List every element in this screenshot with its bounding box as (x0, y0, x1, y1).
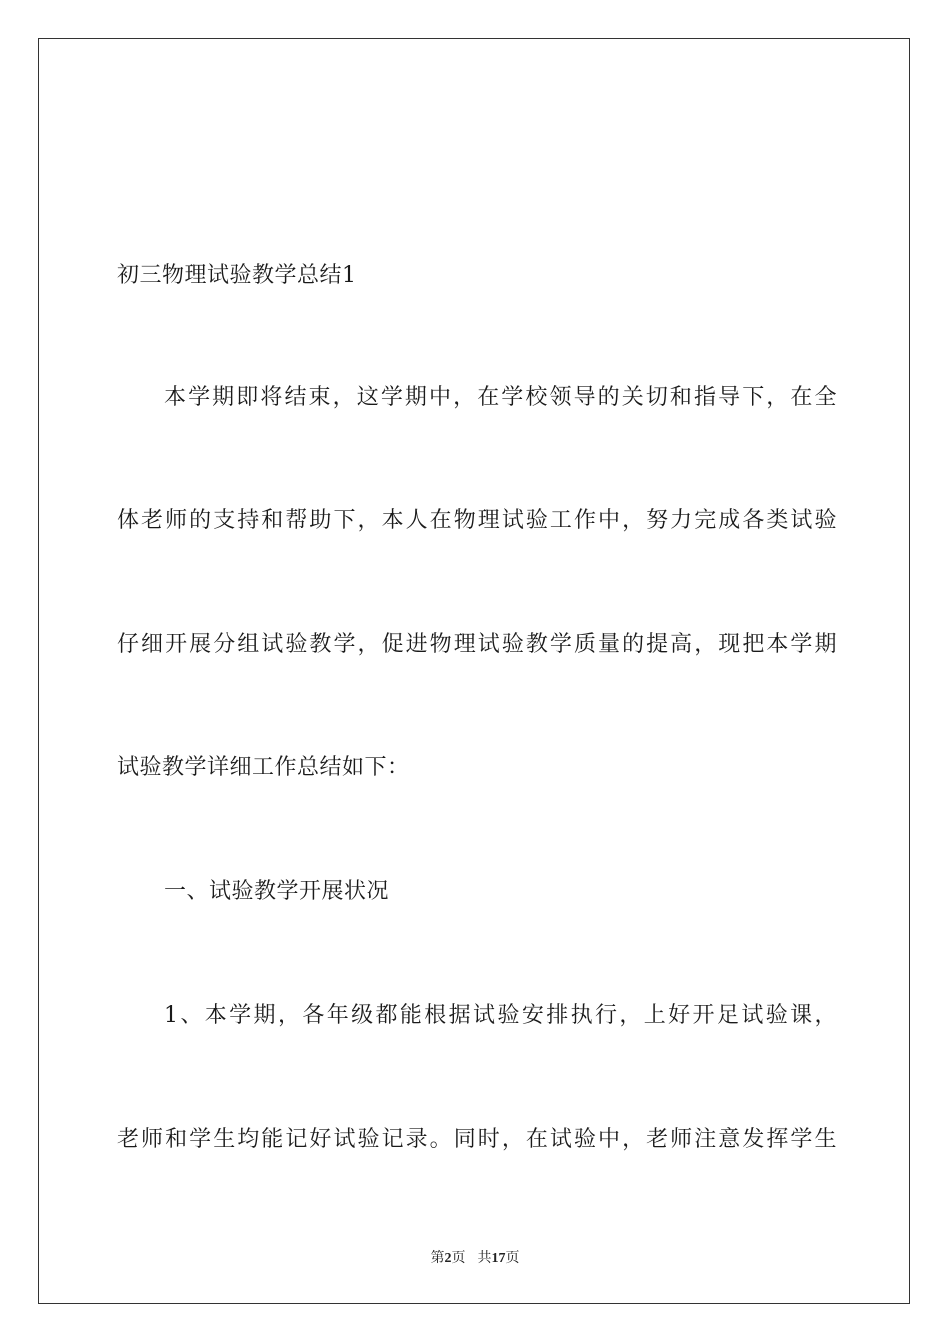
document-title: 初三物理试验教学总结1 (117, 263, 357, 288)
paragraph-line-5: 1、本学期，各年级都能根据试验安排执行，上好开足试验课， (164, 1003, 837, 1028)
total-prefix: 共 (477, 1250, 492, 1266)
paragraph-line-3: 仔细开展分组试验教学，促进物理试验教学质量的提高，现把本学期 (117, 632, 837, 657)
page-suffix: 页 (451, 1250, 466, 1266)
page-prefix: 第 (430, 1250, 445, 1266)
paragraph-line-1: 本学期即将结束，这学期中，在学校领导的关切和指导下，在全 (164, 385, 837, 410)
section-heading: 一、试验教学开展状况 (164, 879, 390, 904)
total-suffix: 页 (505, 1250, 520, 1266)
page-frame (38, 38, 910, 1304)
page-footer (0, 1248, 950, 1269)
paragraph-line-6: 老师和学生均能记好试验记录。同时，在试验中，老师注意发挥学生 (117, 1127, 837, 1152)
page-total: 17 (491, 1251, 506, 1266)
paragraph-line-4: 试验教学详细工作总结如下： (117, 755, 410, 780)
paragraph-line-2: 体老师的支持和帮助下，本人在物理试验工作中，努力完成各类试验 (117, 508, 837, 533)
page-current: 2 (444, 1251, 452, 1266)
